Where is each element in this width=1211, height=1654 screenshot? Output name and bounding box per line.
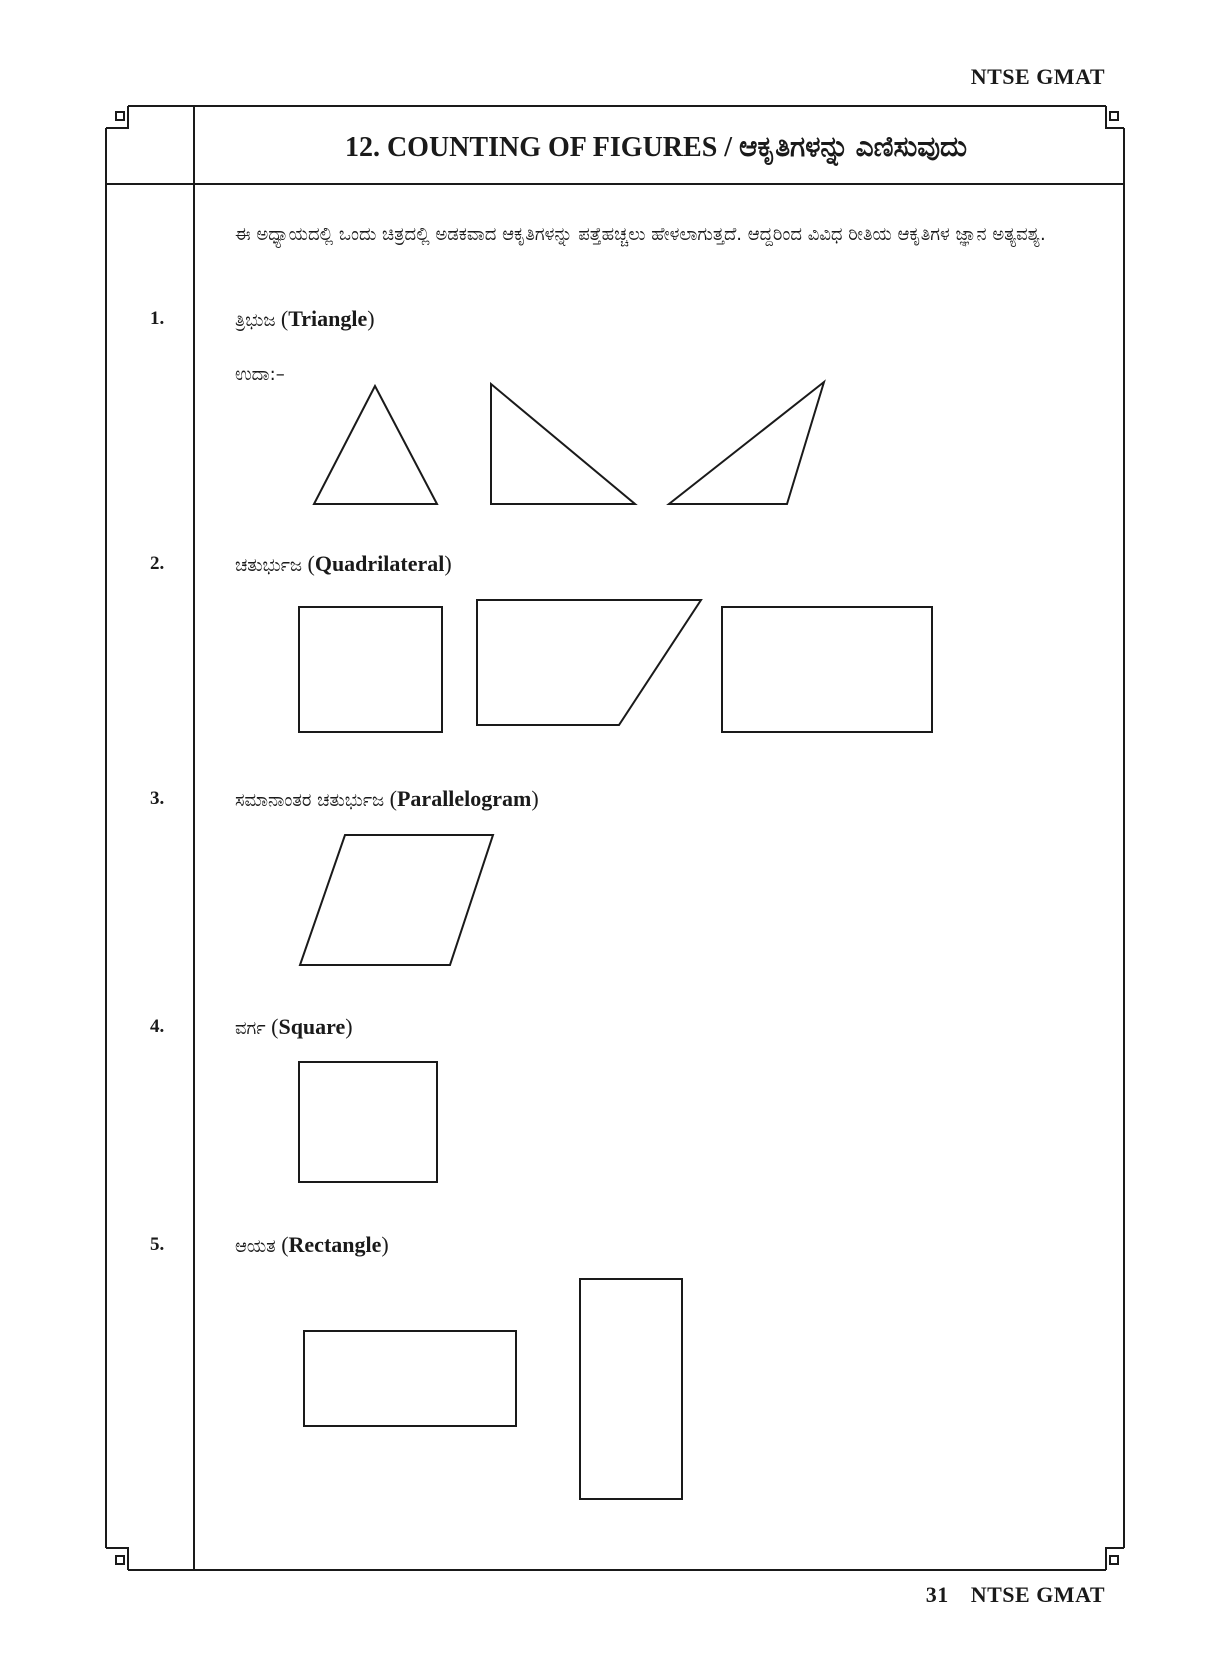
chapter-title: 12. COUNTING OF FIGURES / ಆಕೃತಿಗಳನ್ನು ಎಣಿಸುವುದು [344,132,968,163]
item-heading-triangle: ತ್ರಿಭುಜ (Triangle) [235,306,375,331]
item-number: 1. [150,308,165,329]
item-heading-quadrilateral: ಚತುರ್ಭುಜ (Quadrilateral) [235,551,452,576]
quadrilateral-trapezium-figure [477,600,701,725]
example-label: ಉದಾ:– [235,364,285,385]
heading-english: Parallelogram [396,786,532,811]
heading-english: Triangle [288,306,368,331]
page-number: 31 [925,1582,949,1607]
heading-kannada: ಸಮಾನಾಂತರ ಚತುರ್ಭುಜ [235,790,385,811]
item-heading-rectangle: ಆಯತ (Rectangle) [235,1232,389,1257]
quadrilateral-square-figure [299,607,442,732]
heading-english: Quadrilateral [314,551,445,576]
vertical-rectangle-figure [580,1279,682,1499]
heading-kannada: ಆಯತ [235,1236,276,1257]
heading-english: Square [278,1014,346,1039]
running-footer: NTSE GMAT [970,1582,1105,1607]
item-heading-parallelogram: ಸಮಾನಾಂತರ ಚತುರ್ಭುಜ (Parallelogram) [235,786,539,811]
square-figure [299,1062,437,1182]
horizontal-rectangle-figure [304,1331,516,1426]
item-number: 2. [150,553,165,574]
item-number: 5. [150,1234,165,1255]
page-footer [926,1582,1105,1608]
item-number: 3. [150,788,165,809]
heading-kannada: ವರ್ಗ [235,1018,266,1039]
heading-english: Rectangle [288,1232,382,1257]
item-number: 4. [150,1016,165,1037]
parallelogram-figure [300,835,493,965]
right-triangle-figure [491,384,635,504]
quadrilateral-rectangle-figure [722,607,932,732]
item-heading-square: ವರ್ಗ (Square) [235,1014,353,1039]
running-header: NTSE GMAT [970,64,1105,89]
heading-kannada: ತ್ರಿಭುಜ [235,310,276,331]
intro-paragraph: ಈ ಅಧ್ಯಾಯದಲ್ಲಿ ಒಂದು ಚಿತ್ರದಲ್ಲಿ ಅಡಕವಾದ ಆಕೃತಿಗಳನ್ನು ಪತ್ತೆಹಚ್ಚಲು ಹೇಳಲಾಗುತ್ತದೆ. ಆದ್ದರಿಂದ ವಿವಿಧ ರೀತಿಯ ಆಕೃತಿಗಳ ಜ್ಞಾನ ಅತ್ಯವಶ್ಯ. [235,224,1046,245]
obtuse-triangle-figure [669,382,824,504]
heading-kannada: ಚತುರ್ಭುಜ [235,555,302,576]
equilateral-triangle-figure [314,386,437,504]
